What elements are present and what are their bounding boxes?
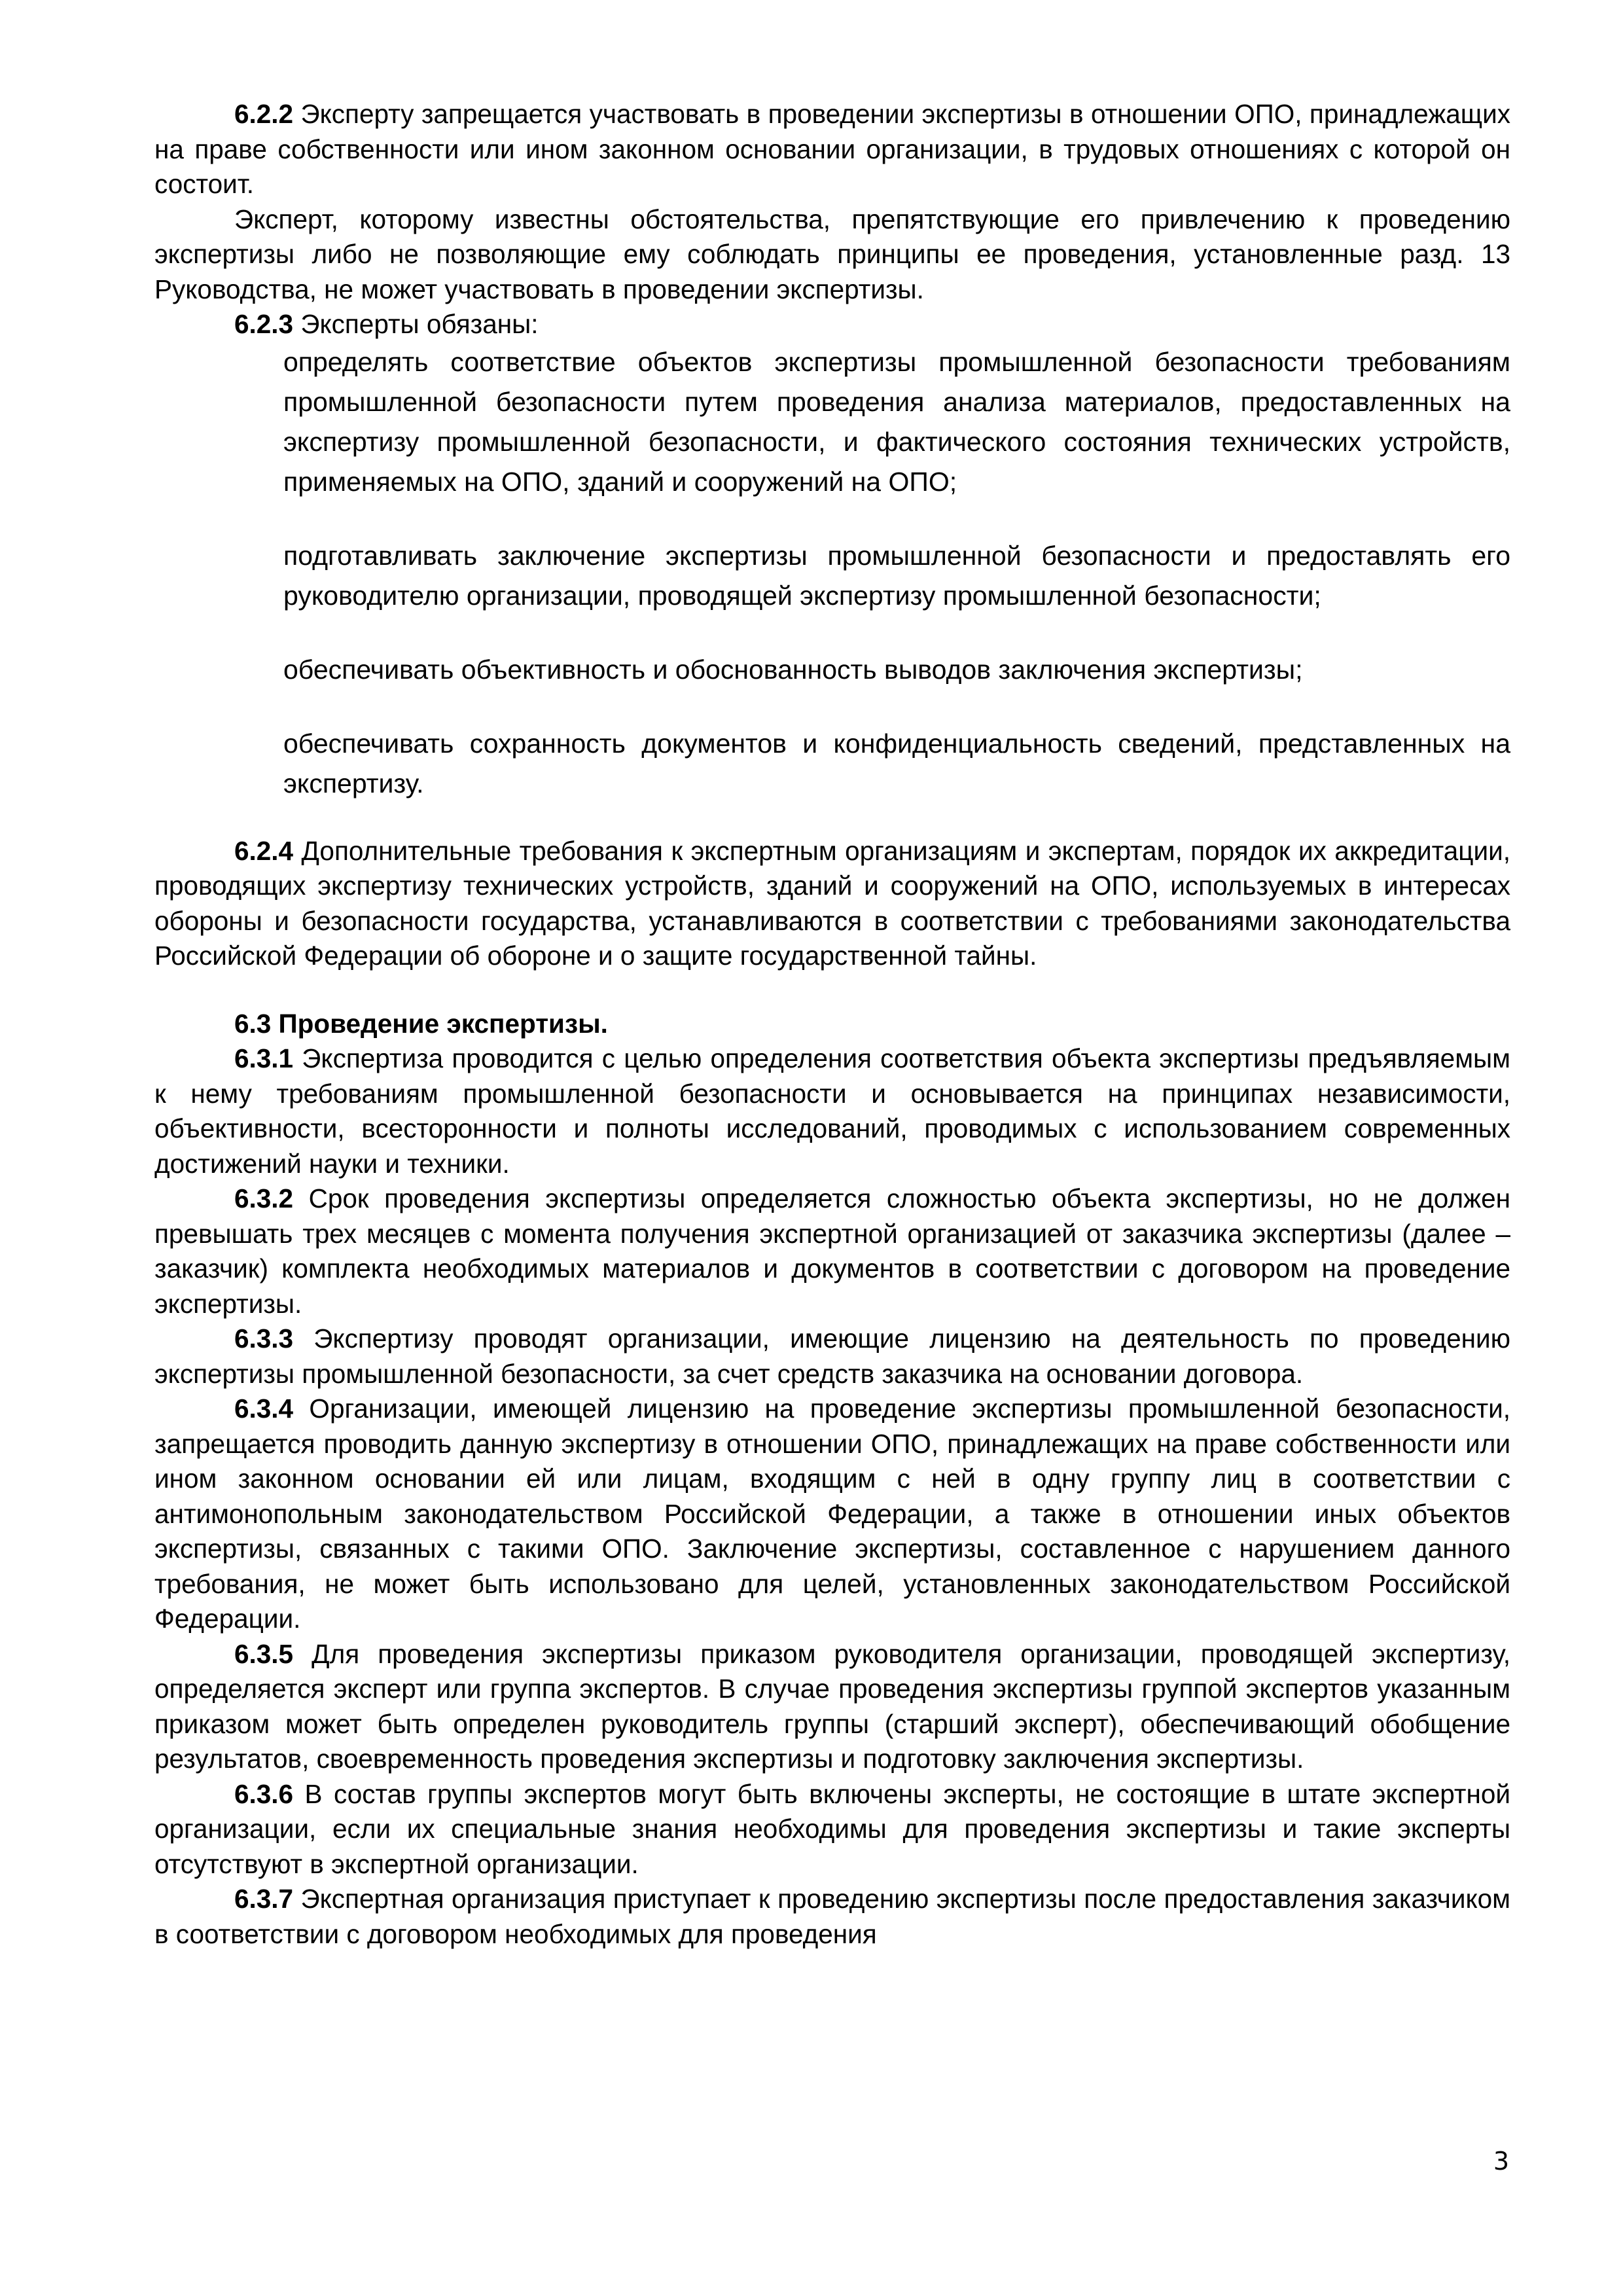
clause-text: Экспертная организация приступает к проведению экспертизы после предоставления заказчиком в соответствии с договором необходимых для проведения: [154, 1884, 1510, 1949]
paragraph-6-3-5: [154, 1637, 1510, 1777]
clause-text: Эксперт, которому известны обстоятельства, препятствующие его привлечению к проведению экспертизы либо не позволяющие ему соблюдать принципы ее проведения, установленные разд. 13 Руководства, не может участвовать в проведении экспертизы.: [154, 204, 1510, 304]
clause-number: 6.2.3: [234, 309, 294, 339]
section-heading-6-3: 6.3 Проведение экспертизы.: [234, 1008, 608, 1039]
clause-text: Для проведения экспертизы приказом руководителя организации, проводящей экспертизу, определяется эксперт или группа экспертов. В случае проведения экспертизы группой экспертов указанным приказом может быть определен руководитель группы (старший эксперт), обеспечивающий обобщение результатов, своевременность проведения экспертизы и подготовку заключения экспертизы.: [154, 1638, 1510, 1774]
paragraph-6-2-2: [154, 97, 1510, 202]
list-item: подготавливать заключение экспертизы промышленной безопасности и предоставлять его руководителю организации, проводящей экспертизу промышленной безопасности;: [283, 540, 1510, 611]
expert-duties-list: [283, 342, 1510, 804]
clause-number: 6.2.4: [234, 835, 294, 866]
paragraph-6-3-7: [154, 1882, 1510, 1952]
clause-number: 6.3.7: [234, 1884, 294, 1914]
list-item: обеспечивать сохранность документов и конфиденциальность сведений, представленных на экспертизу.: [283, 728, 1510, 798]
clause-number: 6.2.2: [234, 99, 294, 129]
clause-text: Организации, имеющей лицензию на проведение экспертизы промышленной безопасности, запрещается проводить данную экспертизу в отношении ОПО, принадлежащих на праве собственности или ином законном основании ей или лицам, входящим с ней в одну группу лиц в соответствии с антимонопольным законодательством Российской Федерации, а также в отношении иных объектов экспертизы, связанных с такими ОПО. Заключение экспертизы, составленное с нарушением данного требования, не может быть использовано для целей, установленных законодательством Российской Федерации.: [154, 1393, 1510, 1634]
paragraph-6-3-6: [154, 1777, 1510, 1882]
clause-text: Эксперты обязаны:: [293, 309, 539, 339]
clause-number: 6.3.2: [234, 1183, 294, 1213]
clause-text: Экспертиза проводится с целью определения соответствия объекта экспертизы предъявляемым к нему требованиям промышленной безопасности и основывается на принципах независимости, объективности, всесторонности и полноты исследований, проводимых с использованием современных достижений науки и техники.: [154, 1043, 1510, 1179]
clause-number: 6.3.1: [234, 1043, 294, 1073]
paragraph-6-2-2-continued: [154, 202, 1510, 308]
paragraph-6-2-3: [154, 307, 1510, 342]
clause-number: 6.3.3: [234, 1323, 294, 1354]
paragraph-6-3-2: [154, 1181, 1510, 1321]
clause-text: Эксперту запрещается участвовать в проведении экспертизы в отношении ОПО, принадлежащих на праве собственности или ином законном основании организации, в трудовых отношениях с которой он состоит.: [154, 99, 1510, 199]
clause-text: Экспертизу проводят организации, имеющие лицензию на деятельность по проведению экспертизы промышленной безопасности, за счет средств заказчика на основании договора.: [154, 1323, 1510, 1389]
clause-text: Срок проведения экспертизы определяется сложностью объекта экспертизы, но не должен превышать трех месяцев с момента получения экспертной организацией от заказчика экспертизы (далее – заказчик) комплекта необходимых материалов и документов в соответствии с договором на проведение экспертизы.: [154, 1183, 1510, 1319]
clause-number: 6.3.4: [234, 1393, 294, 1424]
clause-number: 6.3.6: [234, 1778, 294, 1809]
document-page: [154, 97, 1510, 1952]
paragraph-6-2-4: [154, 834, 1510, 974]
list-item: определять соответствие объектов экспертизы промышленной безопасности требованиям промышленной безопасности путем проведения анализа материалов, предоставленных на экспертизу промышленной безопасности, и фактического состояния технических устройств, применяемых на ОПО, зданий и сооружений на ОПО;: [283, 346, 1510, 497]
clause-number: 6.3.5: [234, 1638, 294, 1669]
paragraph-6-3-4: [154, 1391, 1510, 1637]
list-item: обеспечивать объективность и обоснованность выводов заключения экспертизы;: [283, 654, 1303, 685]
paragraph-6-3-3: [154, 1321, 1510, 1391]
page-number: 3: [1493, 2147, 1509, 2176]
clause-text: Дополнительные требования к экспертным организациям и экспертам, порядок их аккредитации, проводящих экспертизу технических устройств, зданий и сооружений на ОПО, используемых в интересах обороны и безопасности государства, устанавливаются в соответствии с требованиями законодательства Российской Федерации об обороне и о защите государственной тайны.: [154, 835, 1510, 971]
clause-text: В состав группы экспертов могут быть включены эксперты, не состоящие в штате экспертной организации, если их специальные знания необходимы для проведения экспертизы и такие эксперты отсутствуют в экспертной организации.: [154, 1778, 1510, 1879]
paragraph-6-3-1: [154, 1041, 1510, 1181]
